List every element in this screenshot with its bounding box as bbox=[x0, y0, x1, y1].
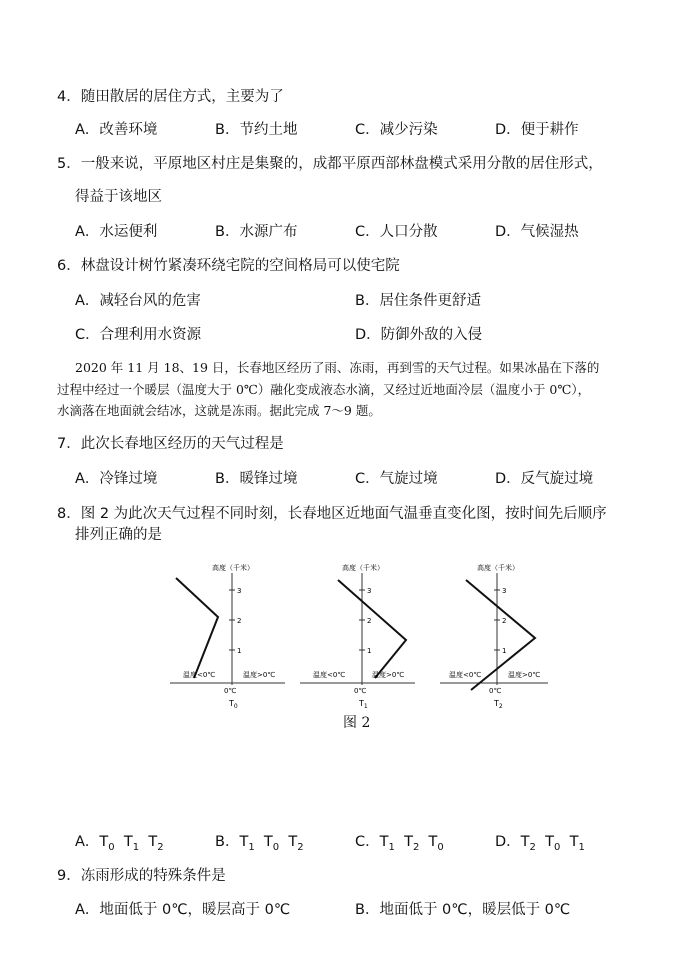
q5-stem-line2: 得益于该地区 bbox=[75, 189, 162, 205]
panel-t0-tick-2-label: 2 bbox=[237, 617, 242, 625]
panel-t2-right-label: 温度>0℃ bbox=[508, 671, 541, 679]
panel-t0 bbox=[170, 563, 285, 710]
q9-option-a: A．地面低于 0℃，暖层高于 0℃ bbox=[75, 902, 291, 918]
panel-t0-zero-label: 0℃ bbox=[224, 687, 237, 695]
panel-t0-right-label: 温度>0℃ bbox=[243, 671, 276, 679]
panel-t2-tick-1-label: 1 bbox=[502, 647, 507, 655]
q8-option-b: B．$T_1$ $T_0$ $T_2$ bbox=[215, 834, 304, 853]
q5-option-b: B．水源广布 bbox=[215, 224, 298, 240]
panel-t1-temperature-curve bbox=[338, 580, 406, 678]
q7-stem: 7．此次长春地区经历的天气过程是 bbox=[57, 436, 284, 452]
q4-option-b: B．节约土地 bbox=[215, 122, 298, 138]
panel-t2-axis-title: 高度（千米） bbox=[477, 564, 519, 572]
passage-line1: 2020 年 11 月 18、19 日，长春地区经历了雨、冻雨，再到雪的天气过程。如果冰晶在下落的 bbox=[75, 360, 600, 375]
q6-option-a: A．减轻台风的危害 bbox=[75, 293, 201, 309]
q8-option-c-letter: C． bbox=[355, 834, 380, 850]
panel-t1-tick-2-label: 2 bbox=[367, 617, 372, 625]
q6-option-c: C．合理利用水资源 bbox=[75, 327, 202, 343]
panel-t0-axis-title: 高度（千米） bbox=[212, 564, 254, 572]
passage-line3: 水滴落在地面就会结冰，这就是冻雨。据此完成 7～9 题。 bbox=[57, 403, 381, 418]
q5-option-d: D．气候湿热 bbox=[495, 224, 579, 240]
panel-t1-tick-1-label: 1 bbox=[367, 647, 372, 655]
panel-t2-label: $T_2$ bbox=[494, 699, 503, 710]
panel-t0-temperature-curve bbox=[176, 578, 218, 678]
panel-t1-right-label: 温度>0℃ bbox=[372, 671, 405, 679]
q7-option-d: D．反气旋过境 bbox=[495, 471, 594, 487]
q6-stem: 6．林盘设计树竹紧凑环绕宅院的空间格局可以使宅院 bbox=[57, 258, 400, 274]
q4-option-d: D．便于耕作 bbox=[495, 122, 579, 138]
q8-stem-line1: 8．图 2 为此次天气过程不同时刻，长春地区近地面气温垂直变化图，按时间先后顺序 bbox=[57, 506, 607, 522]
q6-option-d: D．防御外敌的入侵 bbox=[355, 327, 483, 343]
panel-t1-left-label: 温度<0℃ bbox=[313, 671, 346, 679]
panel-t2-left-label: 温度<0℃ bbox=[449, 671, 482, 679]
q8-option-a: A．$T_0$ $T_1$ $T_2$ bbox=[75, 834, 164, 853]
q7-option-b: B．暖锋过境 bbox=[215, 471, 298, 487]
q8-stem-line2: 排列正确的是 bbox=[75, 527, 162, 543]
panel-t0-label: $T_0$ bbox=[229, 699, 238, 710]
q8-option-d: D．$T_2$ $T_0$ $T_1$ bbox=[495, 834, 585, 853]
passage-line2: 过程中经过一个暖层（温度大于 0℃）融化变成液态水滴，又经过近地面冷层（温度小于 0℃）， bbox=[57, 382, 591, 397]
q7-option-a: A．冷锋过境 bbox=[75, 471, 158, 487]
q7-option-c: C．气旋过境 bbox=[355, 471, 438, 487]
panel-t1-label: $T_1$ bbox=[359, 699, 368, 710]
q8-option-c: C．$T_1$ $T_2$ $T_0$ bbox=[355, 834, 444, 853]
panel-t1 bbox=[300, 563, 415, 710]
q9-stem: 9．冻雨形成的特殊条件是 bbox=[57, 868, 226, 884]
q4-option-a: A．改善环境 bbox=[75, 122, 158, 138]
q6-option-b: B．居住条件更舒适 bbox=[355, 293, 481, 309]
panel-t1-tick-3-label: 3 bbox=[367, 587, 372, 595]
figure-2-temperature-profiles bbox=[160, 560, 560, 710]
panel-t2-tick-3-label: 3 bbox=[502, 587, 507, 595]
q9-option-b: B．地面低于 0℃，暖层低于 0℃ bbox=[355, 902, 571, 918]
panel-t0-left-label: 温度<0℃ bbox=[183, 671, 216, 679]
panel-t2 bbox=[440, 563, 548, 710]
panel-t1-zero-label: 0℃ bbox=[354, 687, 367, 695]
panel-t1-axis-title: 高度（千米） bbox=[342, 564, 384, 572]
figure-caption: 图 2 bbox=[343, 715, 371, 731]
q8-option-d-letter: D． bbox=[495, 834, 521, 850]
q5-stem-line1: 5．一般来说，平原地区村庄是集聚的，成都平原西部林盘模式采用分散的居住形式， bbox=[57, 156, 603, 172]
q5-option-a: A．水运便利 bbox=[75, 224, 158, 240]
q5-option-c: C．人口分散 bbox=[355, 224, 438, 240]
panel-t0-tick-3-label: 3 bbox=[237, 587, 242, 595]
q4-option-c: C．减少污染 bbox=[355, 122, 438, 138]
panel-t2-tick-2-label: 2 bbox=[502, 617, 507, 625]
q8-option-b-letter: B． bbox=[215, 834, 240, 850]
q8-option-a-letter: A． bbox=[75, 834, 100, 850]
q4-stem: 4．随田散居的居住方式，主要为了 bbox=[57, 89, 284, 105]
panel-t2-zero-label: 0℃ bbox=[489, 687, 502, 695]
panel-t0-tick-1-label: 1 bbox=[237, 647, 242, 655]
